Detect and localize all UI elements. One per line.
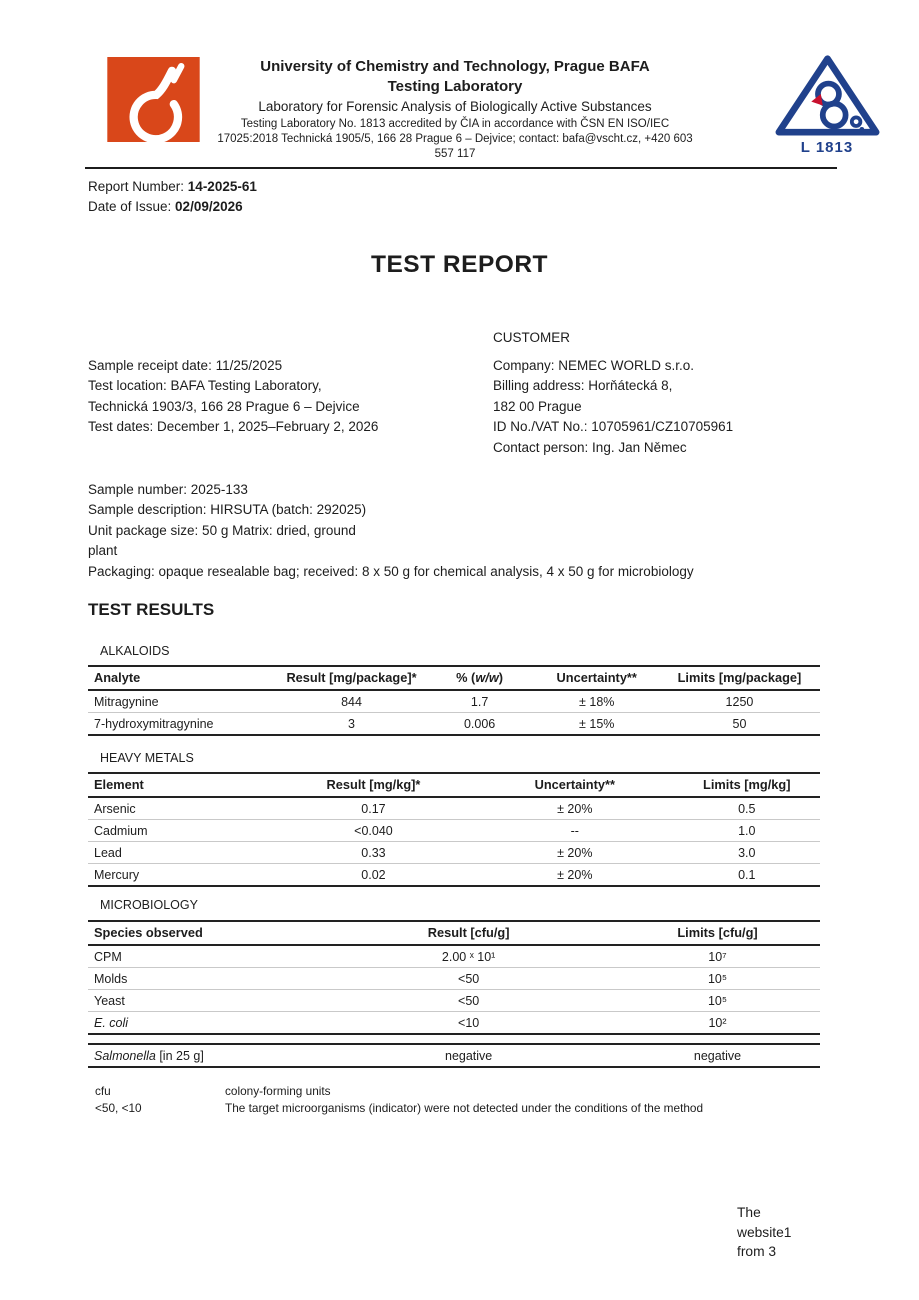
table-cell: Cadmium — [94, 823, 148, 838]
microbiology-table-header — [88, 920, 820, 946]
cell-text: ) — [498, 670, 504, 685]
table-row — [88, 712, 820, 734]
salmonella-table-body — [88, 1043, 820, 1068]
sample-package-size: Unit package size: 50 g Matrix: dried, ground — [88, 522, 356, 538]
table-cell: 1.7 — [470, 694, 489, 709]
heavy-metals-table-header — [88, 772, 820, 798]
page-footer — [737, 1203, 791, 1262]
header — [210, 57, 700, 162]
table-cell: <10 — [458, 1015, 480, 1030]
table-row — [88, 1045, 820, 1066]
date-of-issue-value: 02/09/2026 — [175, 198, 243, 214]
table-cell: 3 — [348, 716, 355, 731]
cell-text: [in 25 g] — [155, 1048, 204, 1063]
table-cell: 3.0 — [738, 845, 756, 860]
customer-contact-person: Contact person: Ing. Jan Němec — [493, 439, 687, 455]
table-cell: 10⁵ — [707, 993, 728, 1008]
table-cell: 10² — [708, 1015, 727, 1030]
cia-triangle-icon — [775, 54, 880, 136]
heavy-metals-section-label: HEAVY METALS — [100, 751, 194, 765]
table-cell: ± 18% — [579, 694, 615, 709]
table-row — [88, 863, 820, 885]
table-cell: Element — [94, 777, 144, 792]
test-location-address: Technická 1903/3, 166 28 Prague 6 – Dejvice — [88, 398, 360, 414]
org-name: University of Chemistry and Technology, Prague BAFA — [260, 58, 650, 75]
customer-company: Company: NEMEC WORLD s.r.o. — [493, 358, 695, 373]
accreditation-line-2: 17025:2018 Technická 1905/5, 166 28 Prague 6 – Dejvice; contact: bafa@vscht.cz, +420 603 — [217, 133, 693, 145]
table-cell: 2.00 ˣ 10¹ — [441, 949, 496, 964]
table-cell — [88, 1045, 322, 1066]
table-cell: 0.02 — [361, 867, 386, 882]
table-row — [88, 989, 820, 1011]
date-of-issue-label: Date of Issue: — [88, 198, 176, 214]
table-cell: <50 — [458, 993, 480, 1008]
table-cell: Arsenic — [94, 801, 136, 816]
table-cell: <50, <10 — [95, 1101, 142, 1115]
alkaloids-table-body — [88, 691, 820, 736]
lab-name: Laboratory for Forensic Analysis of Biologically Active Substances — [258, 99, 652, 114]
sample-receipt-date: Sample receipt date: 11/25/2025 — [88, 358, 283, 373]
table-cell: 0.33 — [361, 845, 386, 860]
page-title: TEST REPORT — [370, 251, 548, 278]
table-cell: <0.040 — [354, 823, 393, 838]
table-cell: Limits [mg/package] — [677, 670, 802, 685]
table-row — [88, 819, 820, 841]
table-row — [88, 691, 820, 712]
cell-text: E. coli — [94, 1015, 129, 1030]
accreditation-line-3: 557 117 — [434, 148, 476, 160]
table-cell — [425, 667, 535, 689]
table-cell: Molds — [94, 971, 128, 986]
table-cell: Uncertainty** — [534, 777, 615, 792]
test-location: Test location: BAFA Testing Laboratory, — [88, 378, 322, 394]
cell-text: % ( — [456, 670, 476, 685]
table-cell: The target microorganisms (indicator) were not detected under the conditions of the method — [225, 1101, 704, 1115]
test-info-block — [88, 356, 378, 438]
table-cell: ± 20% — [557, 845, 593, 860]
cia-accreditation-number: L 1813 — [800, 139, 854, 156]
table-cell: Species observed — [94, 925, 203, 940]
table-cell: Mitragynine — [94, 694, 159, 709]
salmonella-table — [88, 1043, 820, 1068]
table-cell: Lead — [94, 845, 122, 860]
table-row — [95, 1100, 805, 1117]
table-cell: 0.006 — [463, 716, 496, 731]
cell-text: w/w — [475, 670, 499, 685]
table-cell: 1.0 — [738, 823, 756, 838]
table-cell: CPM — [94, 949, 122, 964]
table-cell: Yeast — [94, 993, 125, 1008]
table-cell: 0.5 — [738, 801, 756, 816]
report-meta — [88, 177, 257, 216]
footnotes — [95, 1083, 805, 1117]
table-row — [95, 1083, 805, 1100]
table-cell: ± 15% — [579, 716, 615, 731]
heavy-metals-table-body — [88, 798, 820, 887]
alkaloids-table-header — [88, 665, 820, 691]
report-number-line — [88, 177, 257, 197]
sample-info-block — [88, 480, 694, 582]
cia-accreditation-logo — [772, 54, 882, 156]
table-cell: Result [cfu/g] — [427, 925, 510, 940]
table-cell: 844 — [341, 694, 362, 709]
table-cell: Limits [cfu/g] — [677, 925, 758, 940]
customer-billing-address: Billing address: Horňátecká 8, — [493, 378, 673, 394]
table-cell — [88, 1012, 322, 1033]
sample-number: Sample number: 2025-133 — [88, 482, 248, 497]
microbiology-section-label: MICROBIOLOGY — [100, 898, 198, 912]
table-cell: Mercury — [94, 867, 140, 882]
customer-info-block — [493, 356, 733, 458]
table-cell: negative — [445, 1048, 493, 1063]
microbiology-table-body — [88, 946, 820, 1035]
table-cell: 0.1 — [738, 867, 756, 882]
header-divider — [85, 167, 837, 169]
table-cell: -- — [570, 823, 579, 838]
table-cell: cfu — [95, 1084, 111, 1098]
table-cell: <50 — [458, 971, 480, 986]
test-dates: Test dates: December 1, 2025–February 2, 2026 — [88, 419, 379, 435]
footer-line-2: website1 — [737, 1224, 792, 1240]
table-cell: 10⁵ — [707, 971, 728, 986]
table-cell: 50 — [732, 716, 747, 731]
table-cell: 10⁷ — [708, 949, 727, 964]
cell-text: Salmonella — [94, 1048, 156, 1063]
alkaloids-table — [88, 665, 820, 736]
table-row — [88, 946, 820, 967]
table-cell: 1250 — [725, 694, 754, 709]
table-cell: 7-hydroxymitragynine — [94, 716, 214, 731]
footer-line-1: The — [737, 1205, 761, 1220]
alkaloids-section-label: ALKALOIDS — [100, 644, 170, 658]
table-cell: Result [mg/package]* — [286, 670, 417, 685]
sample-packaging: Packaging: opaque resealable bag; received: 8 x 50 g for chemical analysis, 4 x 50 g for microbiology — [88, 563, 694, 579]
table-cell: Uncertainty** — [556, 670, 637, 685]
test-results-heading: TEST RESULTS — [88, 600, 215, 619]
report-number-value: 14-2025-61 — [187, 179, 257, 194]
table-cell: Analyte — [94, 670, 141, 685]
table-row — [88, 798, 820, 819]
table-cell: Result [mg/kg]* — [326, 777, 421, 792]
table-cell: ± 20% — [557, 867, 593, 882]
date-of-issue-line — [88, 197, 257, 217]
sample-matrix: plant — [88, 543, 118, 559]
customer-city: 182 00 Prague — [493, 398, 582, 414]
report-number-label: Report Number: — [88, 179, 188, 194]
accreditation-line-1: Testing Laboratory No. 1813 accredited by ČIA in accordance with ČSN EN ISO/IEC — [240, 118, 670, 130]
table-cell: 0.17 — [361, 801, 386, 816]
table-row — [88, 1011, 820, 1033]
table-row — [88, 841, 820, 863]
uct-prague-logo-icon — [107, 57, 200, 142]
table-row — [88, 967, 820, 989]
table-cell: negative — [693, 1048, 742, 1063]
table-cell: colony-forming units — [225, 1084, 331, 1098]
table-cell: ± 20% — [557, 801, 593, 816]
table-cell: Limits [mg/kg] — [703, 777, 791, 792]
footer-line-3: from 3 — [737, 1244, 777, 1259]
org-unit: Testing Laboratory — [387, 78, 523, 95]
heavy-metals-table — [88, 772, 820, 887]
customer-heading: CUSTOMER — [493, 330, 571, 345]
sample-description: Sample description: HIRSUTA (batch: 292025) — [88, 502, 367, 518]
microbiology-table — [88, 920, 820, 1035]
customer-id-vat: ID No./VAT No.: 10705961/CZ10705961 — [493, 419, 734, 435]
